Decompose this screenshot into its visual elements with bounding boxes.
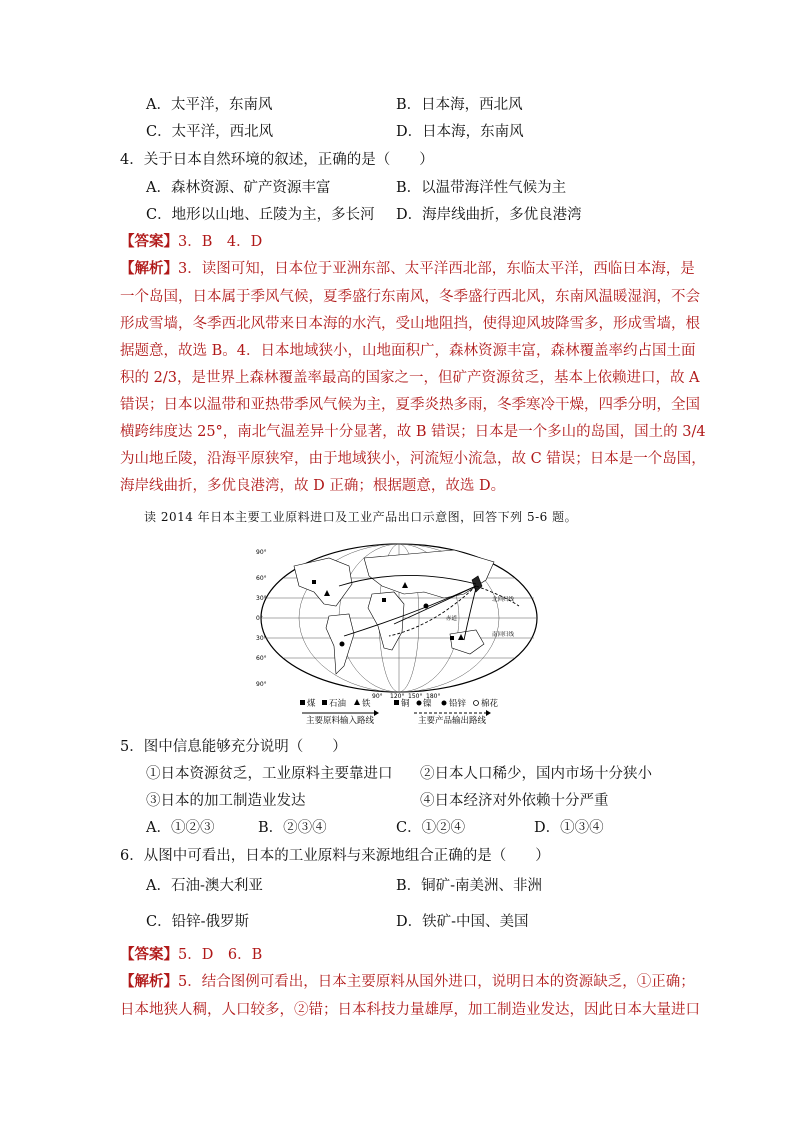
- legend-nickel: 镍: [423, 699, 432, 709]
- lon-label: 180°: [426, 693, 441, 700]
- analysis-line: 日本地狭人稠，人口较多，②错；日本科技力量雄厚，加工制造业发达，因此日本大量进口: [120, 1002, 700, 1018]
- q4-option-a: A．森林资源、矿产资源丰富: [146, 180, 331, 196]
- analysis-line: 横跨纬度达 25°，南北气温差异十分显著，故 B 错误；日本是一个多山的岛国，国土的 3/4: [120, 424, 706, 440]
- q6-option-c: C．铅锌-俄罗斯: [146, 914, 249, 930]
- q5-option-c: C．①②④: [396, 820, 466, 836]
- q3-option-d: D．日本海，东南风: [396, 124, 524, 140]
- answer-block-2: [120, 945, 262, 965]
- q3-option-b: B．日本海，西北风: [396, 97, 523, 113]
- legend-import-route: 主要原料输入路线: [306, 716, 375, 724]
- tropic-south-label: 南回归线: [492, 632, 515, 638]
- world-map-figure: [254, 536, 544, 724]
- analysis-line-1: [120, 259, 695, 279]
- lat-label: 60°: [256, 655, 267, 662]
- q5-statement-3: ③日本的加工制造业发达: [146, 793, 306, 809]
- q6-option-a: A．石油-澳大利亚: [146, 878, 263, 894]
- answer-text: 5．D 6．B: [178, 947, 263, 963]
- q3-option-c: C．太平洋，西北风: [146, 124, 274, 140]
- legend-cotton: 棉花: [481, 699, 499, 709]
- legend-coal: 煤: [307, 699, 316, 709]
- map-legend: [300, 698, 499, 724]
- analysis-line: 为山地丘陵，沿海平原狭窄，由于地域狭小，河流短小流急，故 C 错误；日本是一个岛国，: [120, 451, 706, 467]
- lon-label: 120°: [390, 693, 405, 700]
- lat-label: 90°: [256, 549, 267, 556]
- q6-stem: 6．从图中可看出，日本的工业原料与来源地组合正确的是（ ）: [120, 848, 550, 864]
- q5-statement-4: ④日本经济对外依赖十分严重: [420, 793, 609, 809]
- legend-lead-zinc: 铅锌: [449, 699, 467, 709]
- analysis-line: 一个岛国，日本属于季风气候，夏季盛行东南风，冬季盛行西北风，东南风温暖湿润，不会: [120, 289, 700, 305]
- legend-oil: 石油: [329, 699, 347, 709]
- analysis-text: 3．读图可知，日本位于亚洲东部、太平洋西北部，东临太平洋，西临日本海，是: [178, 261, 695, 277]
- legend-copper: 铜: [401, 699, 410, 709]
- q5-option-b: B．②③④: [258, 820, 327, 836]
- legend-export-route: 主要产品输出路线: [418, 716, 487, 724]
- lat-label: 60°: [256, 575, 267, 582]
- lon-label: 150°: [408, 693, 423, 700]
- lat-label: 90°: [256, 681, 267, 688]
- answer-tag: 【答案】: [120, 946, 178, 963]
- analysis-line: 形成雪墙，冬季西北风带来日本海的水汽，受山地阻挡，使得迎风坡降雪多，形成雪墙，根: [120, 316, 700, 332]
- answer-tag: 【答案】: [120, 233, 178, 250]
- q6-option-d: D．铁矿-中国、美国: [396, 914, 529, 930]
- q5-statement-1: ①日本资源贫乏，工业原料主要靠进口: [146, 766, 393, 782]
- lat-label: 30°: [256, 635, 267, 642]
- answer-text: 3．B 4．D: [178, 234, 263, 250]
- q5-statement-2: ②日本人口稀少，国内市场十分狭小: [420, 766, 652, 782]
- analysis-line: 错误；日本以温带和亚热带季风气候为主，夏季炎热多雨，冬季寒冷干燥，四季分明，全国: [120, 397, 700, 413]
- analysis-text: 5．结合图例可看出，日本主要原料从国外进口，说明日本的资源缺乏，①正确；: [178, 974, 695, 990]
- q4-option-b: B．以温带海洋性气候为主: [396, 180, 567, 196]
- lat-label: 0°: [256, 615, 263, 622]
- q3-option-a: A．太平洋，东南风: [146, 97, 273, 113]
- analysis-tag: 【解析】: [120, 260, 178, 277]
- analysis-line-1: [120, 972, 695, 992]
- lat-label: 30°: [256, 595, 267, 602]
- answer-block-1: [120, 232, 262, 252]
- q4-stem: 4．关于日本自然环境的叙述，正确的是（ ）: [120, 152, 434, 168]
- analysis-line: 据题意，故选 B。4．日本地域狭小，山地面积广，森林资源丰富，森林覆盖率约占国土面: [120, 343, 696, 359]
- analysis-line: 海岸线曲折，多优良港湾，故 D 正确；根据题意，故选 D。: [120, 478, 506, 494]
- q4-option-d: D．海岸线曲折，多优良港湾: [396, 207, 582, 223]
- figure-caption: 读 2014 年日本主要工业原料进口及工业产品出口示意图，回答下列 5-6 题。: [144, 510, 578, 524]
- q5-option-d: D．①③④: [534, 820, 604, 836]
- q6-option-b: B．铜矿-南美洲、非洲: [396, 878, 543, 894]
- q4-option-c: C．地形以山地、丘陵为主，多长河: [146, 207, 375, 223]
- q5-option-a: A．①②③: [146, 820, 215, 836]
- equator-label: 赤道: [446, 616, 458, 622]
- analysis-tag: 【解析】: [120, 973, 178, 990]
- lon-label: 90°: [372, 693, 383, 700]
- analysis-line: 积的 2/3，是世界上森林覆盖率最高的国家之一，但矿产资源贫乏，基本上依赖进口，故 A: [120, 370, 700, 386]
- q5-stem: 5．图中信息能够充分说明（ ）: [120, 739, 347, 755]
- world-map-svg: [254, 536, 544, 724]
- continents: [294, 550, 494, 674]
- legend-iron: 铁: [362, 699, 371, 709]
- tropic-north-label: 北回归线: [492, 597, 515, 603]
